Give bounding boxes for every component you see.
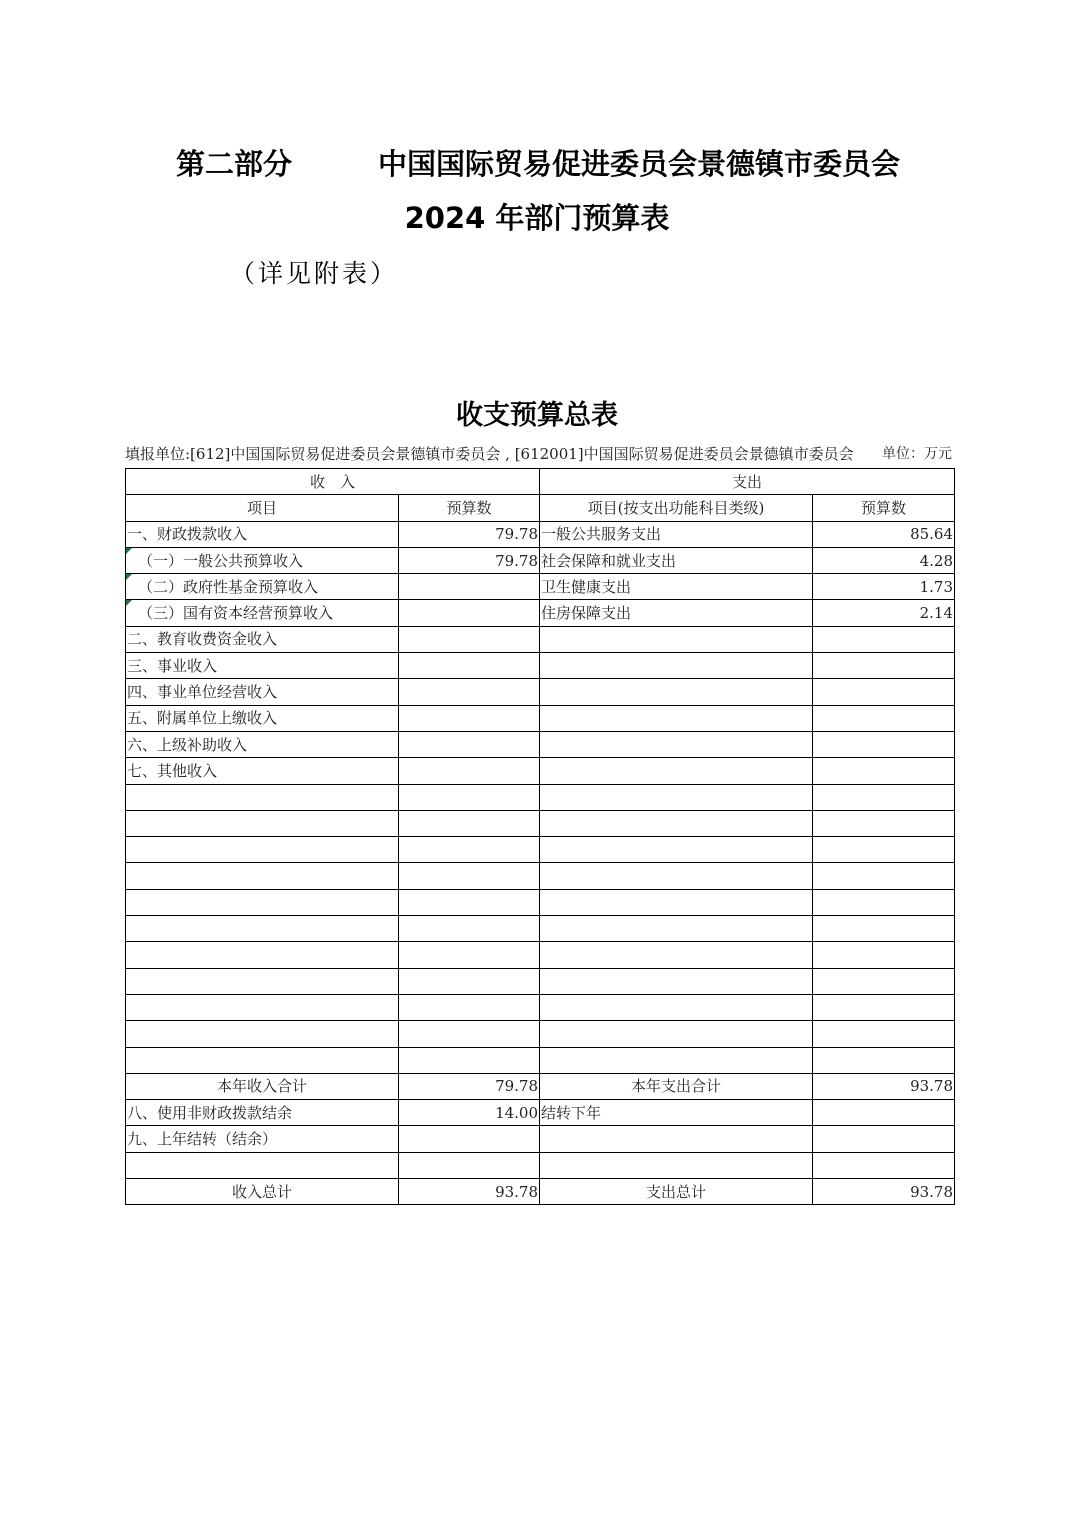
income-budget-cell [399,758,540,784]
table-row [126,1126,955,1152]
income-budget-cell [399,653,540,679]
income-header: 收 入 [126,469,540,495]
table-row [126,968,955,994]
expense-item-cell [540,1047,813,1073]
expense-budget-cell: 2.14 [813,600,955,626]
table-row [126,1179,955,1205]
budget-table [125,468,955,1205]
expense-item-cell [540,942,813,968]
income-item-cell [126,916,399,942]
income-budget-cell [399,837,540,863]
table-row [126,916,955,942]
income-item-cell [126,942,399,968]
table-row [126,994,955,1020]
attachment-note: （详见附表） [230,259,399,288]
expense-item-cell: 住房保障支出 [540,600,813,626]
income-item-cell [126,994,399,1020]
document-subtitle: 2024 年部门预算表 [404,201,670,235]
expense-item-cell: 社会保障和就业支出 [540,547,813,573]
income-budget-cell: 14.00 [399,1100,540,1126]
col-header-income-budget: 预算数 [399,495,540,521]
income-item-cell [126,837,399,863]
expense-budget-cell [813,889,955,915]
income-item-cell [126,784,399,810]
income-item-cell: 五、附属单位上缴收入 [126,705,399,731]
expense-header: 支出 [540,469,955,495]
income-budget-cell [399,600,540,626]
expense-budget-cell [813,916,955,942]
income-budget-cell [399,679,540,705]
expense-budget-cell: 1.73 [813,574,955,600]
expense-budget-cell [813,863,955,889]
income-budget-cell [399,784,540,810]
income-budget-cell [399,942,540,968]
expense-item-cell [540,653,813,679]
expense-item-cell [540,1021,813,1047]
expense-item-cell [540,968,813,994]
expense-budget-cell [813,679,955,705]
table-row [126,521,955,547]
expense-budget-cell [813,942,955,968]
expense-budget-cell [813,1047,955,1073]
col-header-expense-budget: 预算数 [813,495,955,521]
table-row [126,653,955,679]
expense-item-cell: 结转下年 [540,1100,813,1126]
expense-budget-cell [813,968,955,994]
income-budget-cell [399,731,540,757]
income-budget-cell: 79.78 [399,1073,540,1099]
expense-item-cell [540,994,813,1020]
table-row [126,547,955,573]
income-budget-cell [399,968,540,994]
income-item-cell: 七、其他收入 [126,758,399,784]
income-budget-cell [399,863,540,889]
expense-budget-cell: 4.28 [813,547,955,573]
income-item-cell: （二）政府性基金预算收入 [126,574,399,600]
fill-unit: 填报单位:[612]中国国际贸易促进委员会景德镇市委员会 , [612001]中国国际贸易促进委员会景德镇市委员会 [125,445,854,463]
expense-item-cell: 本年支出合计 [540,1073,813,1099]
expense-item-cell [540,810,813,836]
expense-item-cell [540,626,813,652]
income-item-cell: 收入总计 [126,1179,399,1205]
income-item-cell [126,889,399,915]
income-item-cell [126,968,399,994]
table-row [126,810,955,836]
expense-budget-cell [813,837,955,863]
table-row [126,863,955,889]
income-item-cell [126,863,399,889]
expense-budget-cell [813,731,955,757]
income-budget-cell [399,574,540,600]
expense-item-cell [540,1152,813,1178]
table-row [126,731,955,757]
table-row [126,679,955,705]
expense-item-cell [540,731,813,757]
organization-name: 中国国际贸易促进委员会景德镇市委员会 [378,147,901,181]
income-budget-cell: 79.78 [399,547,540,573]
expense-budget-cell: 93.78 [813,1179,955,1205]
income-budget-cell [399,626,540,652]
table-row [126,626,955,652]
expense-budget-cell [813,626,955,652]
income-item-cell [126,1047,399,1073]
table-row [126,1152,955,1178]
income-budget-cell [399,994,540,1020]
expense-budget-cell [813,1021,955,1047]
expense-budget-cell [813,994,955,1020]
table-row [126,942,955,968]
income-budget-cell [399,889,540,915]
expense-budget-cell [813,810,955,836]
table-row [126,1073,955,1099]
table-row [126,889,955,915]
table-title: 收支预算总表 [456,400,618,431]
expense-item-cell [540,679,813,705]
expense-budget-cell: 85.64 [813,521,955,547]
table-row [126,837,955,863]
expense-budget-cell [813,784,955,810]
income-item-cell: 一、财政拨款收入 [126,521,399,547]
expense-item-cell [540,916,813,942]
expense-item-cell [540,705,813,731]
income-budget-cell [399,1047,540,1073]
table-row [126,600,955,626]
income-budget-cell [399,916,540,942]
col-header-income-item: 项目 [126,495,399,521]
table-row [126,758,955,784]
table-group-header-row [126,469,955,495]
table-row [126,1047,955,1073]
income-budget-cell [399,1021,540,1047]
table-row [126,574,955,600]
income-item-cell: 六、上级补助收入 [126,731,399,757]
expense-budget-cell [813,1152,955,1178]
expense-item-cell [540,863,813,889]
expense-item-cell: 一般公共服务支出 [540,521,813,547]
expense-item-cell [540,784,813,810]
expense-budget-cell [813,653,955,679]
expense-budget-cell [813,1126,955,1152]
income-item-cell: 本年收入合计 [126,1073,399,1099]
income-item-cell [126,810,399,836]
expense-budget-cell [813,1100,955,1126]
table-row [126,1100,955,1126]
expense-budget-cell: 93.78 [813,1073,955,1099]
income-item-cell: 三、事业收入 [126,653,399,679]
table-row [126,1021,955,1047]
income-item-cell: 四、事业单位经营收入 [126,679,399,705]
income-budget-cell [399,1152,540,1178]
income-budget-cell: 79.78 [399,521,540,547]
col-header-expense-item: 项目(按支出功能科目类级) [540,495,813,521]
expense-item-cell: 卫生健康支出 [540,574,813,600]
expense-item-cell [540,758,813,784]
part-label: 第二部分 [176,147,293,181]
table-column-header-row [126,495,955,521]
income-item-cell: 二、教育收费资金收入 [126,626,399,652]
income-item-cell [126,1021,399,1047]
income-item-cell: （一）一般公共预算收入 [126,547,399,573]
income-item-cell [126,1152,399,1178]
unit-label: 单位：万元 [882,446,952,462]
table-row [126,784,955,810]
table-row [126,705,955,731]
expense-item-cell [540,1126,813,1152]
expense-item-cell [540,837,813,863]
income-item-cell: 九、上年结转（结余） [126,1126,399,1152]
income-budget-cell [399,1126,540,1152]
income-item-cell: （三）国有资本经营预算收入 [126,600,399,626]
income-item-cell: 八、使用非财政拨款结余 [126,1100,399,1126]
expense-budget-cell [813,705,955,731]
income-budget-cell [399,705,540,731]
expense-item-cell: 支出总计 [540,1179,813,1205]
income-budget-cell: 93.78 [399,1179,540,1205]
expense-budget-cell [813,758,955,784]
expense-item-cell [540,889,813,915]
table-meta [125,443,954,465]
income-budget-cell [399,810,540,836]
budget-table-body [126,521,955,1205]
